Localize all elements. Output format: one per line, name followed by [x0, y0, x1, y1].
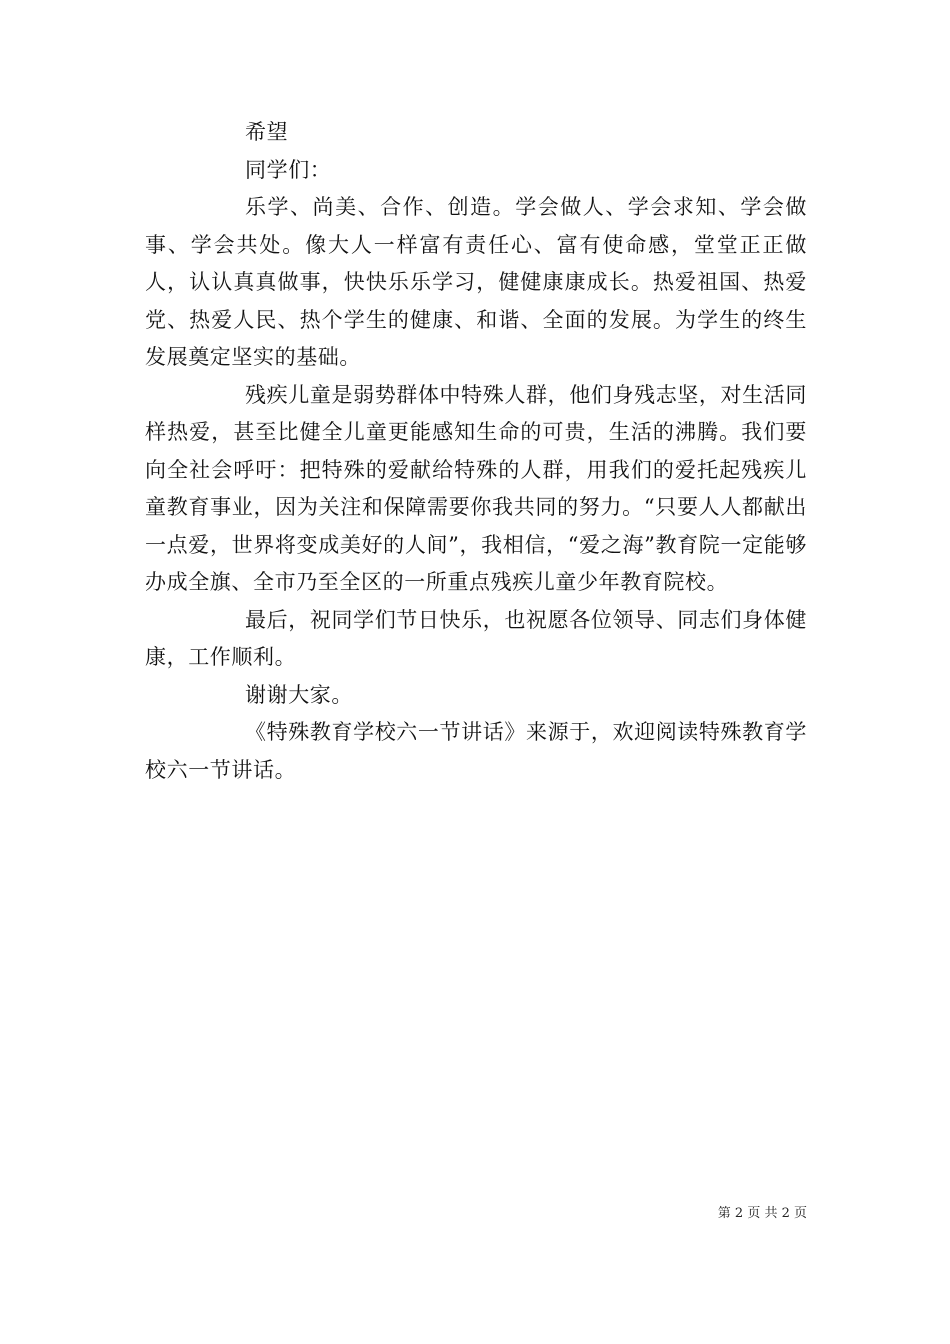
paragraph-school-motto: 乐学、尚美、合作、创造。学会做人、学会求知、学会做事、学会共处。像大人一样富有责任心、富有使命感，堂堂正正做人，认认真真做事，快快乐乐学习，健健康康成长。热爱祖国、热爱党、热爱人民、热个学生的健康、和谐、全面的发展。为学生的终生发展奠定坚实的基础。 [145, 195, 807, 369]
paragraph-closing-wishes: 最后，祝同学们节日快乐，也祝愿各位领导、同志们身体健康，工作顺利。 [145, 607, 807, 669]
paragraph-disabled-children: 残疾儿童是弱势群体中特殊人群，他们身残志坚，对生活同样热爱，甚至比健全儿童更能感知生命的可贵，生活的沸腾。我们要向全社会呼吁：把特殊的爱献给特殊的人群，用我们的爱托起残疾儿童教育事业，因为关注和保障需要你我共同的努力。“只要人人都献出一点爱，世界将变成美好的人间”，我相信，“爱之海”教育院一定能够办成全旗、全市乃至全区的一所重点残疾儿童少年教育院校。 [145, 382, 807, 594]
paragraph-salutation: 同学们： [245, 157, 332, 182]
page-number-footer: 第 2 页 共 2 页 [717, 1206, 807, 1221]
paragraph-heading-hope: 希望 [245, 120, 289, 144]
paragraph-thanks: 谢谢大家。 [245, 682, 353, 707]
paragraph-source-note: 《特殊教育学校六一节讲话》来源于，欢迎阅读特殊教育学校六一节讲话。 [145, 720, 807, 782]
document-body [145, 114, 807, 789]
